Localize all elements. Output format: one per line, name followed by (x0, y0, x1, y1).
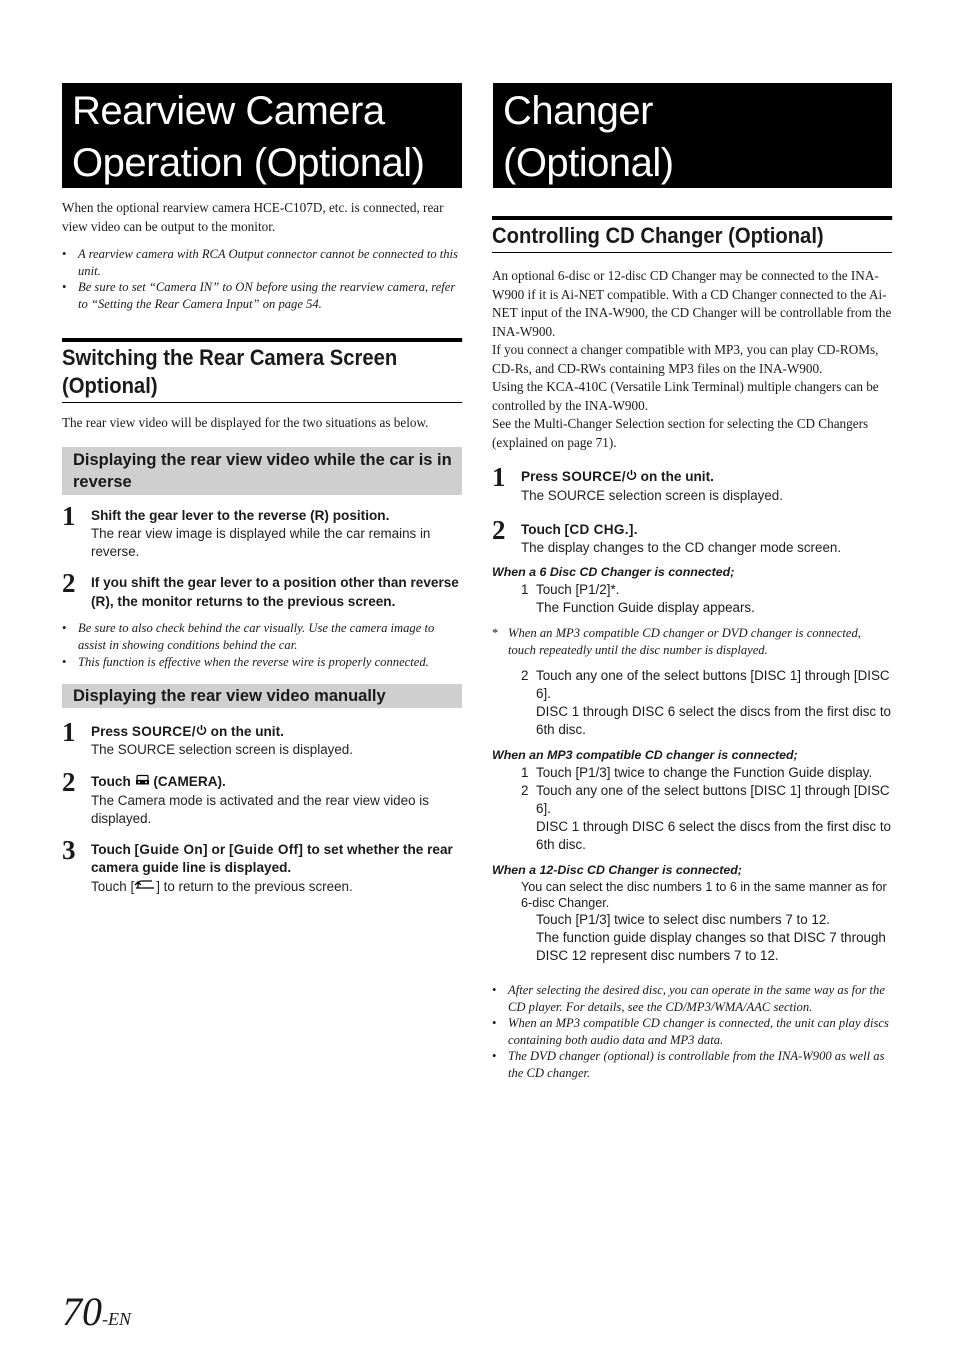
right-column (492, 216, 892, 1081)
camera-icon (135, 773, 150, 792)
cd-changer-paragraphs (492, 267, 892, 452)
return-icon (134, 878, 156, 896)
twelve-disc-heading: When a 12-Disc CD Changer is connected; (492, 863, 742, 878)
right-page-title (493, 83, 892, 188)
note-item: • Be sure to also check behind the car visually. Use the camera image to assist in showing conditions behind the car. (62, 621, 435, 652)
six-disc-heading: When a 6 Disc CD Changer is connected; (492, 565, 735, 580)
section-heading-cd-changer: Controlling CD Changer (Optional) (492, 216, 892, 253)
power-icon (196, 723, 207, 742)
subheading-reverse: Displaying the rear view video while the car is in reverse (62, 447, 462, 495)
six-disc-item-2-desc: DISC 1 through DISC 6 select the discs from the first disc to 6th disc. (536, 704, 891, 738)
step-2-changer: 2 Touch [CD CHG.]. The display changes to the CD changer mode screen. (492, 514, 842, 556)
note-item: • When an MP3 compatible CD changer is connected, the unit can play discs containing both audio data and MP3 data. (492, 1016, 889, 1047)
reverse-notes (62, 620, 462, 671)
note-item: • The DVD changer (optional) is controllable from the INA-W900 as well as the CD changer. (492, 1049, 885, 1080)
mp3-heading: When an MP3 compatible CD changer is connected; (492, 748, 798, 763)
left-title-line1: Rearview Camera (72, 89, 385, 133)
right-title-line2: (Optional) (503, 141, 674, 185)
step-2-manual: 2 Touch (CAMERA). The Camera mode is activated and the rear view video is displayed. (62, 767, 429, 826)
left-intro: When the optional rearview camera HCE-C107D, etc. is connected, rear view video can be output to the monitor. (62, 200, 444, 234)
six-disc-item-1: 1 Touch [P1/2]*. (521, 582, 620, 598)
paragraph: See the Multi-Changer Selection section for selecting the CD Changers (explained on page 71). (492, 416, 869, 450)
note-item: • Be sure to set “Camera IN” to ON before using the rearview camera, refer to “Setting the Rear Camera Input” on page 54. (62, 280, 456, 311)
note-item: • This function is effective when the reverse wire is properly connected. (62, 655, 429, 669)
twelve-disc-intro: You can select the disc numbers 1 to 6 in the same manner as for 6-disc Changer. (521, 880, 887, 911)
note-item: • A rearview camera with RCA Output connector cannot be connected to this unit. (62, 247, 458, 278)
twelve-disc-desc: The function guide display changes so that DISC 7 through DISC 12 represent disc numbers 7 to 12. (536, 930, 886, 964)
subheading-manual: Displaying the rear view video manually (62, 684, 462, 708)
mp3-item-1: 1 Touch [P1/3] twice to change the Function Guide display. (521, 765, 873, 781)
end-notes (492, 982, 892, 1081)
section-heading-switching: Switching the Rear Camera Screen (Optional) (62, 338, 462, 403)
step-1-reverse: 1 Shift the gear lever to the reverse (R) position. The rear view image is displayed while the car remains in reverse. (62, 500, 431, 559)
step-2-reverse: 2 If you shift the gear lever to a position other than reverse (R), the monitor returns to the previous screen. (62, 568, 459, 609)
note-item: • After selecting the desired disc, you can operate in the same way as for the CD player. For details, see the CD/MP3/WMA/AAC section. (492, 983, 885, 1014)
six-disc-item-2: 2 Touch any one of the select buttons [DISC 1] through [DISC 6]. (521, 668, 890, 702)
step-1-manual: 1 Press SOURCE/ on the unit. The SOURCE selection screen is displayed. (62, 716, 353, 758)
mp3-item-2-desc: DISC 1 through DISC 6 select the discs from the first disc to 6th disc. (536, 819, 891, 853)
paragraph: Using the KCA-410C (Versatile Link Terminal) multiple changers can be controlled by the INA-W900. (492, 379, 879, 413)
step-1-changer: 1 Press SOURCE/ on the unit. The SOURCE selection screen is displayed. (492, 462, 783, 503)
left-notes (62, 246, 462, 312)
left-column (62, 199, 462, 896)
paragraph: If you connect a changer compatible with MP3, you can play CD-ROMs, CD-Rs, and CD-RWs containing MP3 files on the INA-W900. (492, 342, 879, 376)
section-intro: The rear view video will be displayed for the two situations as below. (62, 415, 429, 430)
step-3-manual: 3 Touch [Guide On] or [Guide Off] to set whether the rear camera guide line is displayed. Touch [ ] to return to the previous screen. (62, 841, 462, 896)
left-title-line2: Operation (Optional) (72, 141, 425, 185)
paragraph: An optional 6-disc or 12-disc CD Changer may be connected to the INA-W900 if it is Ai-NET compatible. With a CD Changer connected to the Ai-NET input of the INA-W900, the CD Changer will be controllable from the INA-W900. (492, 268, 892, 339)
left-page-title (62, 83, 462, 188)
power-icon (626, 468, 637, 487)
six-disc-item-1-desc: The Function Guide display appears. (536, 600, 755, 616)
mp3-item-2: 2 Touch any one of the select buttons [DISC 1] through [DISC 6]. (521, 783, 890, 817)
asterisk-note: * When an MP3 compatible CD changer or DVD changer is connected, touch repeatedly until the disc number is displayed. (492, 626, 861, 657)
right-title-line1: Changer (503, 89, 653, 133)
twelve-disc-item: Touch [P1/3] twice to select disc numbers 7 to 12. (536, 912, 830, 928)
page-number: 70-EN (62, 1289, 131, 1334)
